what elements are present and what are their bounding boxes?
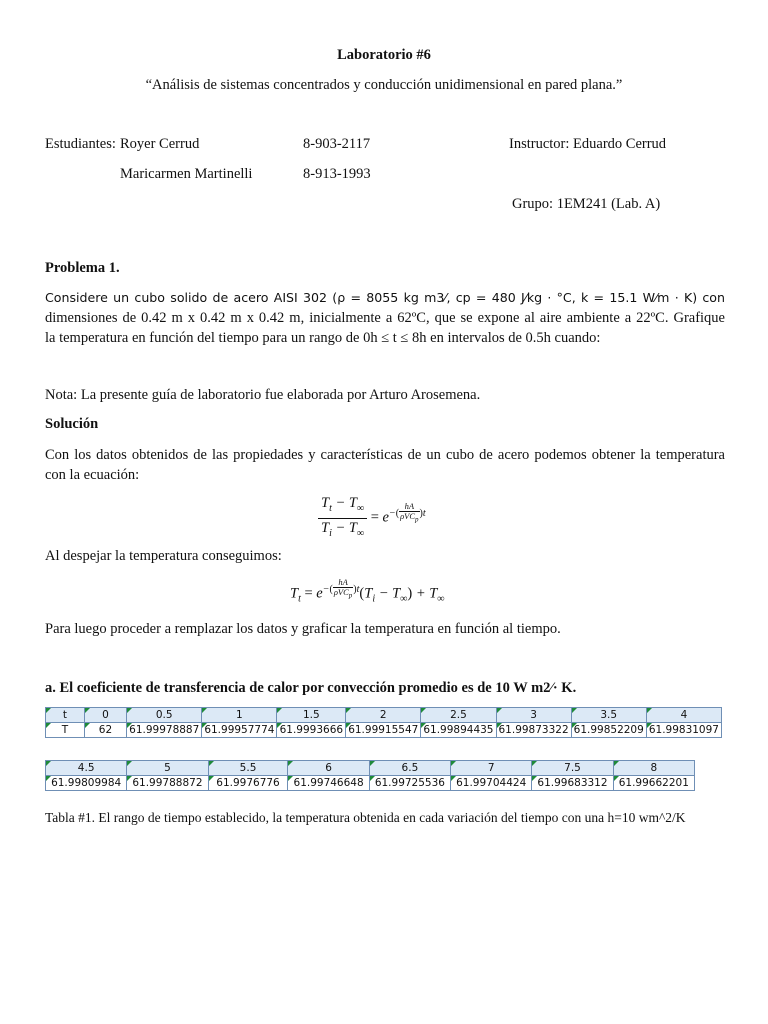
- table-cell: 6: [288, 761, 369, 776]
- cell-marker-icon: [647, 723, 652, 728]
- table-caption: Tabla #1. El rango de tiempo establecido, la temperatura obtenida en cada variación del tiempo con una h=10 wm^2/K: [45, 810, 686, 825]
- cell-marker-icon: [277, 708, 282, 713]
- table-cell: 61.99978887: [127, 723, 202, 738]
- clear-text: Al despejar la temperatura conseguimos:: [45, 548, 282, 564]
- equation-ratio: $\frac{T_t - T_\infty}{T_i - T_\infty}$ = $e^{-( hA \rho VC_p )t}$: [318, 494, 426, 543]
- cell-marker-icon: [421, 708, 426, 713]
- student-id: 8-903-2117: [303, 136, 371, 152]
- cell-marker-icon: [421, 723, 426, 728]
- document-subtitle: “Análisis de sistemas concentrados y conducción unidimensional en pared plana.”: [145, 77, 623, 93]
- cell-marker-icon: [614, 776, 619, 781]
- cell-marker-icon: [46, 708, 51, 713]
- table-cell: T: [46, 723, 85, 738]
- part-a-heading: a. El coeficiente de transferencia de calor por convección promedio es de 10 W m2⁄· K.: [45, 680, 577, 696]
- solution-line: Con los datos obtenidos de las propiedades y características de un cubo de acero podemos obtener la temperatura: [45, 447, 725, 463]
- table-cell: 61.99831097: [646, 723, 721, 738]
- table-cell: 61.99915547: [346, 723, 421, 738]
- student-id: 8-913-1993: [303, 166, 371, 182]
- table-cell: 61.99873322: [496, 723, 571, 738]
- problem-statement: [45, 288, 725, 348]
- cell-marker-icon: [277, 723, 282, 728]
- cell-marker-icon: [46, 776, 51, 781]
- student-name: Royer Cerrud: [120, 136, 200, 152]
- table-header-row: [46, 761, 695, 776]
- cell-marker-icon: [532, 776, 537, 781]
- cell-marker-icon: [127, 723, 132, 728]
- table-cell: 2: [346, 708, 421, 723]
- equation-temperature: $T_t = e^{-( hA \rho VC_p )t}(T_i - T_\infty) + T_\infty$: [290, 577, 445, 605]
- problem-line: dimensiones de 0.42 m x 0.42 m x 0.42 m, inicialmente a 62ºC, que se expone al aire ambiente a 22ºC. Grafique: [45, 310, 725, 326]
- cell-marker-icon: [497, 723, 502, 728]
- results-table-2: [45, 760, 695, 791]
- cell-marker-icon: [532, 761, 537, 766]
- instructor-name: Instructor: Eduardo Cerrud: [509, 136, 667, 152]
- cell-marker-icon: [346, 723, 351, 728]
- cell-marker-icon: [202, 708, 207, 713]
- solution-intro: [45, 445, 725, 485]
- cell-marker-icon: [46, 761, 51, 766]
- table-cell: t: [46, 708, 85, 723]
- cell-marker-icon: [614, 761, 619, 766]
- problem-heading: Problema 1.: [45, 260, 120, 276]
- table-cell: 3.5: [571, 708, 646, 723]
- student-name: Maricarmen Martinelli: [120, 166, 253, 182]
- cell-marker-icon: [346, 708, 351, 713]
- cell-marker-icon: [202, 723, 207, 728]
- cell-marker-icon: [127, 776, 132, 781]
- table-cell: 5.5: [208, 761, 288, 776]
- cell-marker-icon: [370, 776, 375, 781]
- cell-marker-icon: [127, 708, 132, 713]
- table-cell: 61.99683312: [532, 776, 613, 791]
- document-title: Laboratorio #6: [337, 47, 431, 63]
- group-info: Grupo: 1EM241 (Lab. A): [512, 196, 661, 212]
- cell-marker-icon: [288, 776, 293, 781]
- table-cell: 61.99957774: [202, 723, 277, 738]
- cell-marker-icon: [288, 761, 293, 766]
- problem-line: la temperatura en función del tiempo para un rango de 0h ≤ t ≤ 8h en intervalos de 0.5h cuando:: [45, 330, 601, 346]
- cell-marker-icon: [209, 761, 214, 766]
- table-cell: 61.9993666: [277, 723, 346, 738]
- cell-marker-icon: [209, 776, 214, 781]
- students-label: Estudiantes:: [45, 136, 116, 152]
- table-cell: 61.99894435: [421, 723, 496, 738]
- table-cell: 8: [613, 761, 694, 776]
- cell-marker-icon: [647, 708, 652, 713]
- table-cell: 61.99852209: [571, 723, 646, 738]
- cell-marker-icon: [572, 723, 577, 728]
- table-row: [46, 723, 722, 738]
- table-cell: 1: [202, 708, 277, 723]
- table-cell: 61.99662201: [613, 776, 694, 791]
- solution-line: con la ecuación:: [45, 467, 140, 483]
- table-cell: 4: [646, 708, 721, 723]
- note-text: Nota: La presente guía de laboratorio fue elaborada por Arturo Arosemena.: [45, 387, 481, 403]
- table-cell: 3: [496, 708, 571, 723]
- cell-marker-icon: [370, 761, 375, 766]
- table-cell: 4.5: [46, 761, 127, 776]
- table-cell: 5: [127, 761, 208, 776]
- table-cell: 1.5: [277, 708, 346, 723]
- table-cell: 61.99788872: [127, 776, 208, 791]
- table-cell: 62: [84, 723, 126, 738]
- problem-line: Considere un cubo solido de acero AISI 302 (ρ = 8055 kg m3⁄, cp = 480 J⁄kg · °C, k = 15.1 W⁄m · K) con: [45, 290, 725, 305]
- cell-marker-icon: [572, 708, 577, 713]
- table-cell: 0: [84, 708, 126, 723]
- cell-marker-icon: [127, 761, 132, 766]
- table-cell: 61.9976776: [208, 776, 288, 791]
- results-table-1: [45, 707, 722, 738]
- table-cell: 2.5: [421, 708, 496, 723]
- table-cell: 61.99704424: [451, 776, 532, 791]
- table-row: [46, 776, 695, 791]
- table-cell: 7: [451, 761, 532, 776]
- cell-marker-icon: [451, 776, 456, 781]
- cell-marker-icon: [46, 723, 51, 728]
- replace-text: Para luego proceder a remplazar los datos y graficar la temperatura en función al tiempo.: [45, 621, 561, 637]
- table-header-row: [46, 708, 722, 723]
- table-cell: 7.5: [532, 761, 613, 776]
- table-cell: 61.99809984: [46, 776, 127, 791]
- cell-marker-icon: [85, 723, 90, 728]
- cell-marker-icon: [85, 708, 90, 713]
- table-cell: 0.5: [127, 708, 202, 723]
- table-cell: 61.99746648: [288, 776, 369, 791]
- cell-marker-icon: [497, 708, 502, 713]
- solution-heading: Solución: [45, 416, 99, 432]
- cell-marker-icon: [451, 761, 456, 766]
- table-cell: 6.5: [369, 761, 450, 776]
- table-cell: 61.99725536: [369, 776, 450, 791]
